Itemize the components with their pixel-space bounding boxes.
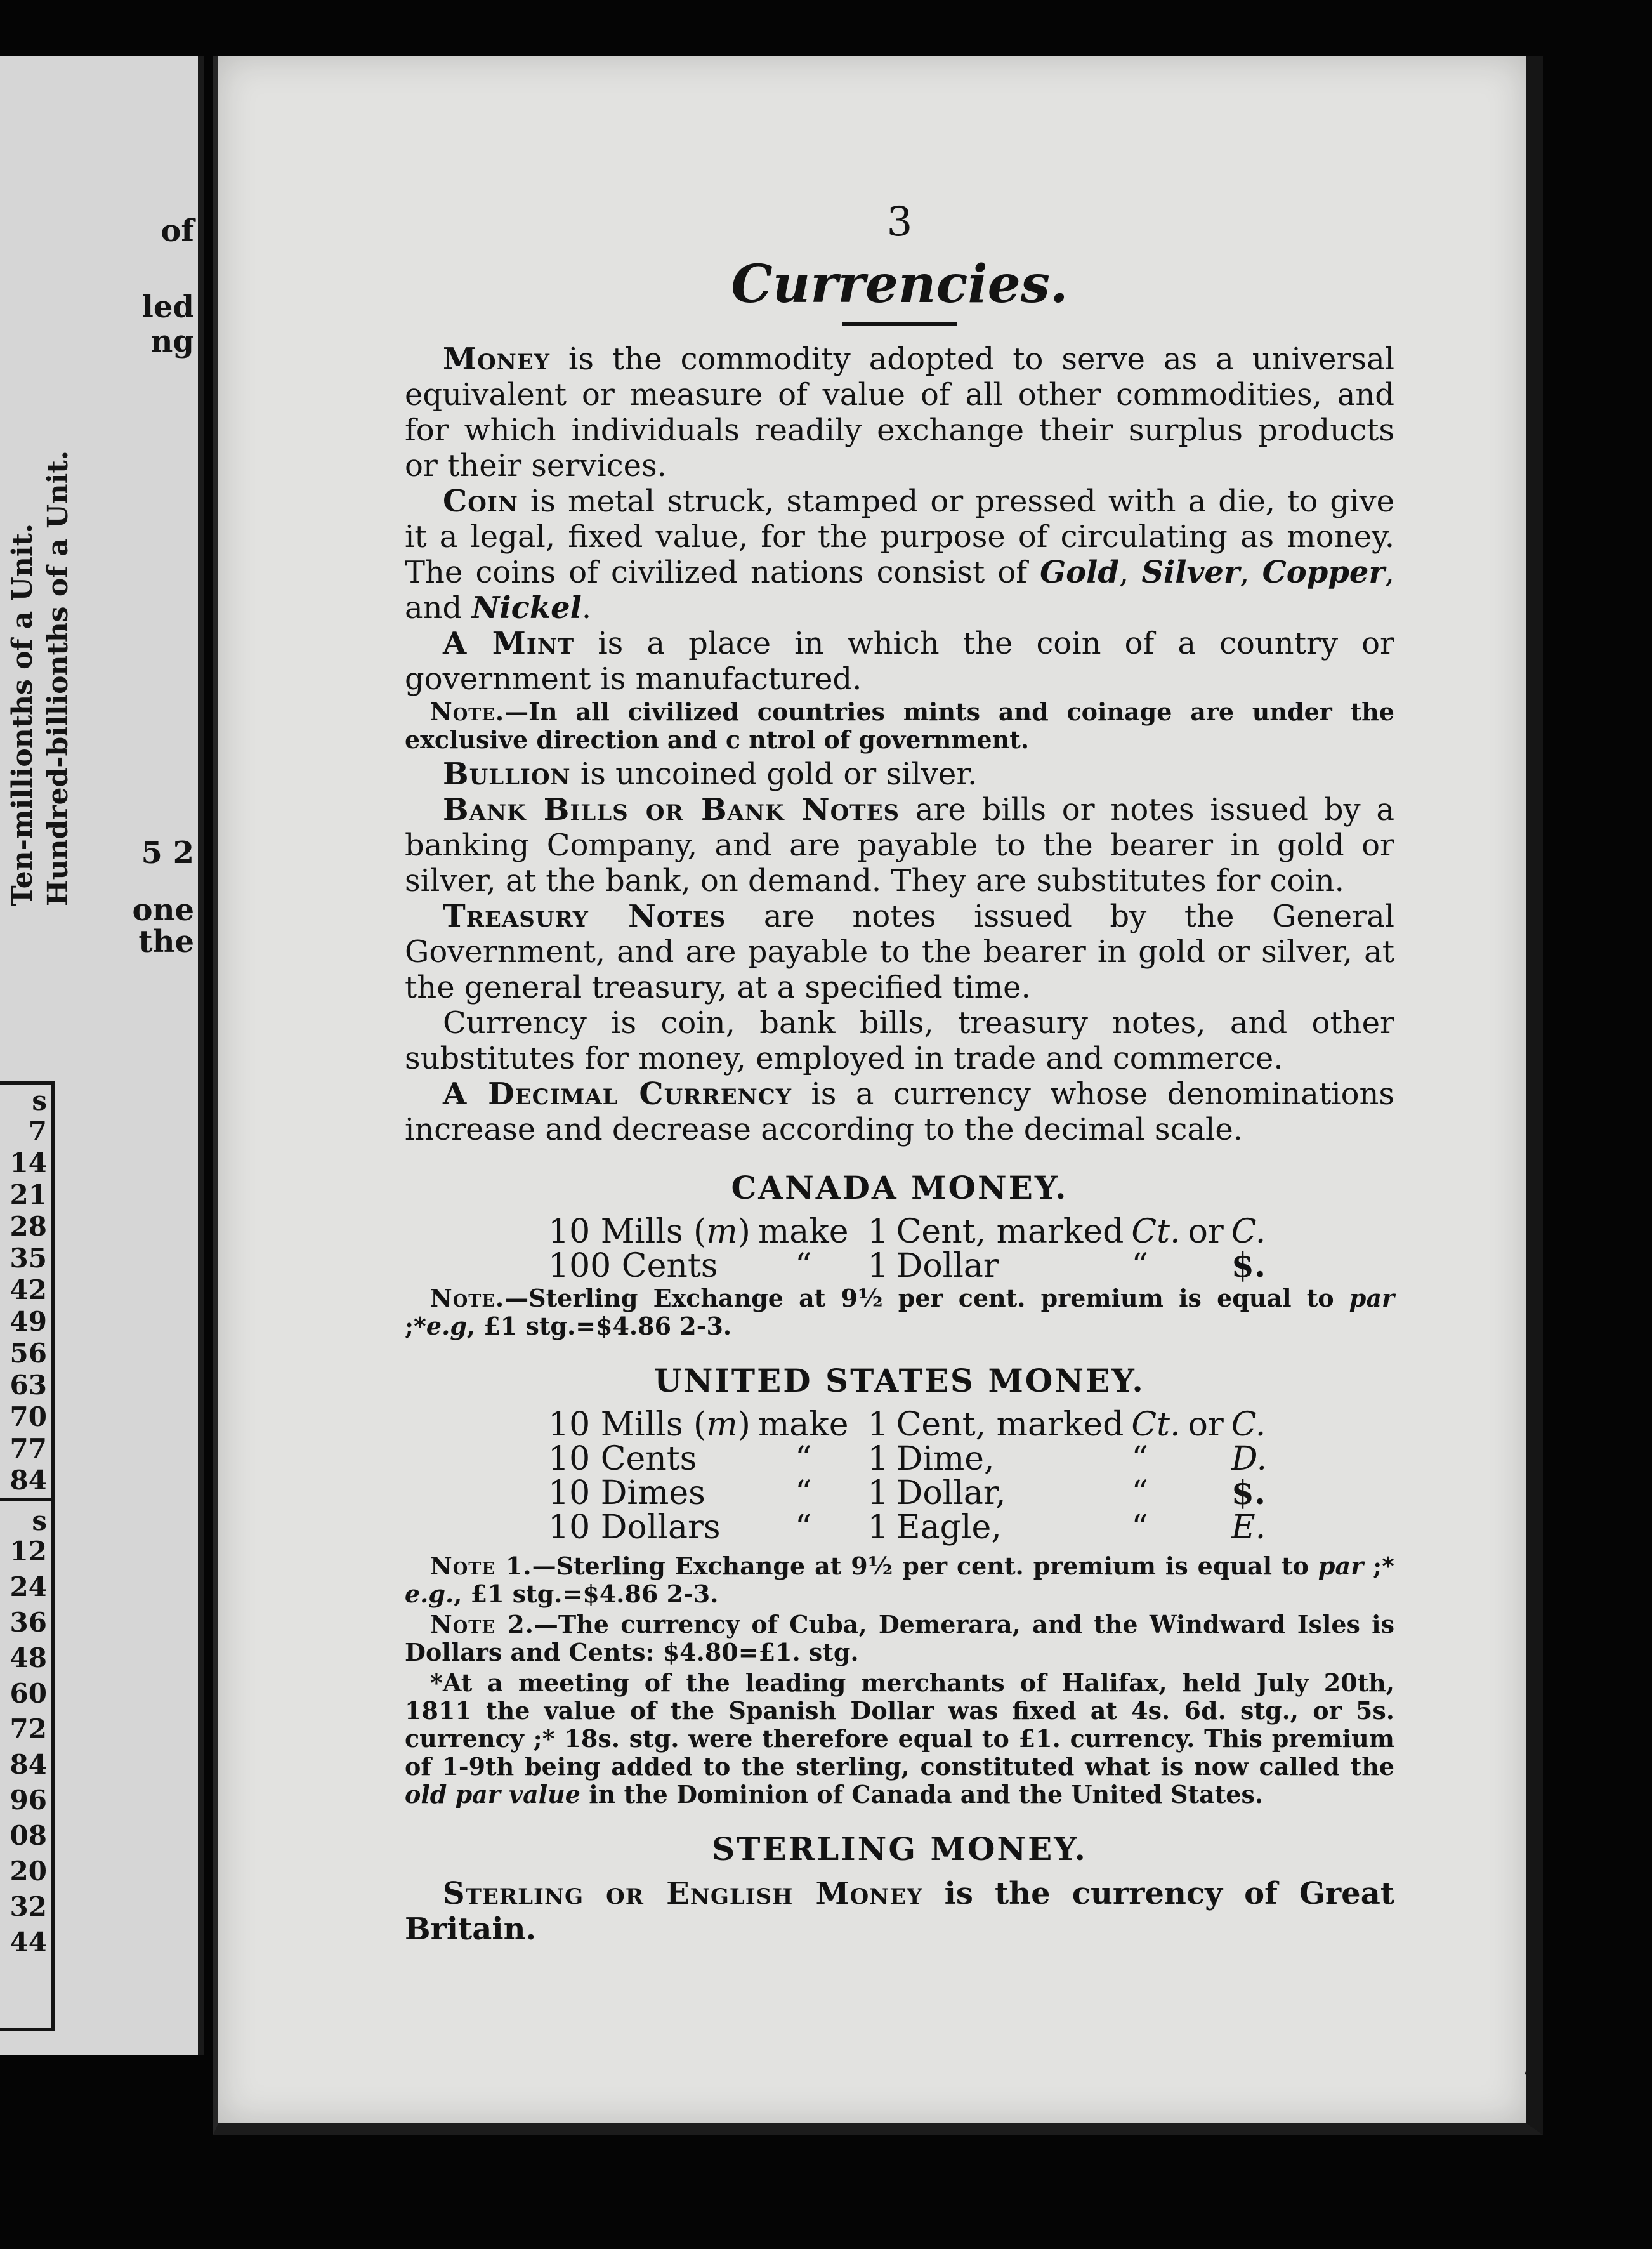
ditto-mark: “ [794,1440,812,1478]
definition-sterling: is the currency of Great Britain. [405,1876,1394,1947]
canada-money-table [548,1215,1273,1283]
table-cell: 20 [10,1856,47,1887]
book-page [213,56,1543,2135]
term-money: Money [443,341,551,377]
ditto-mark: “ [794,1474,812,1512]
heading-united-states-money: UNITED STATES MONEY. [654,1362,1145,1399]
us-money-table [548,1408,1275,1545]
table-cell: 96 [10,1784,47,1816]
table-cell: 84 [10,1465,47,1496]
one: 1 [867,1474,889,1512]
footnote-halifax [405,1669,1394,1809]
definition-decimal-currency: is a currency whose denominations increase and decrease according to the decimal scale. [405,1076,1395,1147]
paragraph-coin [405,484,1394,626]
ditto-mark: “ [794,1508,812,1547]
one: 1 [867,1406,889,1444]
definition-mint: is a place in which the coin of a country or government is manufactured. [405,626,1395,697]
paragraph-treasury-notes [405,899,1394,1005]
note-canada [405,1284,1394,1340]
quantity-text: 100 Cents [548,1247,718,1285]
table-cell: 63 [10,1369,47,1401]
footnote-text: in the Dominion of Canada and the United States. [580,1780,1264,1809]
ditto-mark: “ [1131,1440,1148,1478]
table-cell: 48 [10,1642,47,1673]
rotated-label: Ten-millionths of a Unit. [6,523,39,906]
definition-money: is the commodity adopted to serve as a universal equivalent or measure of value of all other commodities, and for which individuals readily exchange their surplus products or their services. [405,341,1394,484]
table-cell: 14 [10,1147,47,1178]
paragraph-mint [405,626,1394,697]
quantity-text: 10 Mills ( [548,1213,707,1251]
or [1188,1442,1231,1476]
one: 1 [867,1508,889,1547]
metal-copper: Copper [1262,555,1385,590]
ditto-mark: “ [1131,1508,1148,1547]
metal-gold: Gold [1040,555,1119,590]
heading-canada-money: CANADA MONEY. [731,1169,1068,1206]
paragraph-bullion [405,756,1394,792]
verb: make [757,1406,849,1444]
symbol-alt: D. [1231,1440,1268,1478]
target-unit: Cent, marked [896,1406,1124,1444]
note-eg: e.g [426,1312,467,1340]
article: A [443,1076,488,1112]
note-par: par [1349,1284,1394,1312]
unit-symbol: m [706,1213,738,1251]
table-header: s [32,1085,47,1116]
target-unit: Dime, [896,1440,995,1478]
metal-silver: Silver [1141,555,1240,590]
table-cell: 72 [10,1713,47,1744]
scan-speck [1525,2070,1533,2076]
or [1188,1249,1231,1283]
table-cell: 36 [10,1607,47,1638]
unit-symbol: m [706,1406,738,1444]
target-unit: Eagle, [896,1508,1002,1547]
left-page-line: one [132,892,194,928]
table-row [548,1476,1275,1510]
definition-bank-notes: are bills or notes issued by a banking Company, and are payable to the bearer in gold or silver, at the bank, on demand. They are substitutes for coin. [405,792,1394,899]
target-unit: Dollar [896,1247,999,1285]
left-page-line: the [138,924,194,960]
term-coin: Coin [443,484,518,519]
or: or [1188,1213,1224,1251]
note-par: par [1318,1552,1364,1580]
verb: make [757,1213,849,1251]
quantity-end: ) [737,1213,751,1251]
rotated-label: Hundred-billionths of a Unit. [42,450,74,906]
table-row [548,1408,1275,1442]
term-sterling: Sterling or English Money [443,1876,923,1911]
quantity [548,1249,758,1283]
table-cell: 12 [10,1536,47,1567]
quantity [548,1215,758,1249]
note-label: Note 1. [430,1552,532,1580]
left-page-line: of [161,213,194,249]
quantity [548,1408,758,1442]
table-cell: 28 [10,1211,47,1242]
definition-treasury-notes: are notes issued by the General Government, and are payable to the bearer in gold or silver, at the general treasury, at a specified time. [405,899,1394,1005]
quantity: 10 Dollars [548,1508,721,1547]
footnote-old-par: old par value [405,1780,580,1809]
note-text: ;* [1363,1552,1394,1580]
definition-bullion: is uncoined gold or silver. [570,756,978,792]
term-mint: A Mint [443,626,575,661]
table-divider [0,1498,51,1501]
table-cell: 7 [28,1116,47,1147]
target-unit: Cent, marked [896,1213,1124,1251]
table-cell: 44 [10,1927,47,1958]
ditto-mark: “ [1131,1474,1148,1512]
symbol-alt: $. [1231,1246,1266,1285]
rotated-column-labels [5,450,94,906]
table-cell: 70 [10,1401,47,1432]
note-text: —The currency of Cuba, Demerara, and the Windward Isles is Dollars and Cents: $4.80=£1. stg. [405,1610,1394,1666]
title-rule [842,322,957,326]
note-eg: e.g. [405,1580,454,1608]
or: or [1188,1406,1224,1444]
quantity-text: 10 Mills ( [548,1406,707,1444]
table-cell: 56 [10,1338,47,1369]
table-cell: 32 [10,1891,47,1922]
separator: , [1118,555,1142,590]
left-page-line: ng [150,324,194,359]
one: 1 [867,1247,889,1285]
note-label: Note. [430,697,505,726]
term-bank-notes: Bank Bills or Bank Notes [443,792,900,828]
note-us-2 [405,1611,1394,1666]
term-bullion: Bullion [443,756,571,792]
term-decimal-currency: Decimal Currency [488,1076,792,1112]
symbol-alt: C. [1231,1406,1266,1444]
ditto-mark: “ [794,1247,812,1285]
left-page-side-number: 5 2 [141,835,194,871]
table-row [548,1442,1275,1476]
ditto-mark: “ [1131,1247,1148,1285]
paragraph-bank-notes [405,792,1394,899]
left-page-line: led [141,289,194,325]
table-row [548,1510,1275,1545]
table-row [548,1215,1273,1249]
heading-sterling-money: STERLING MONEY. [712,1830,1087,1868]
definition-coin: is metal struck, stamped or pressed with a die, to give it a legal, fixed value, for the purpose of circulating as money. The coins of civilized nations consist of [405,484,1394,590]
symbol: Ct. [1131,1213,1181,1251]
table-row [548,1249,1273,1283]
table-cell: 49 [10,1306,47,1337]
note-mint [405,698,1394,754]
note-label: Note 2. [430,1610,534,1639]
paragraph-currency: Currency is coin, bank bills, treasury notes, and other substitutes for money, employed in trade and commerce. [405,1005,1394,1076]
quantity: 10 Cents [548,1440,697,1478]
separator: , [1240,555,1262,590]
symbol-alt: E. [1231,1508,1266,1547]
table-cell: 42 [10,1274,47,1305]
note-text: —In all civilized countries mints and coinage are under the exclusive direction and c ntrol of government. [405,697,1394,754]
symbol: Ct. [1131,1406,1181,1444]
note-text: , £1 stg.=$4.86 2-3. [454,1580,719,1608]
note-text: —Sterling Exchange at 9½ per cent. premium is equal to [532,1552,1318,1580]
or [1188,1510,1231,1545]
symbol-alt: $. [1231,1474,1266,1512]
one: 1 [867,1213,889,1251]
note-label: Note. [430,1284,505,1312]
table-cell: 24 [10,1571,47,1602]
table-cell: 60 [10,1678,47,1709]
target-unit: Dollar, [896,1474,1006,1512]
quantity: 10 Dimes [548,1474,705,1512]
table-cell: 08 [10,1820,47,1851]
quantity-end: ) [737,1406,751,1444]
paragraph-money [405,341,1394,484]
footnote-text: *At a meeting of the leading merchants of Halifax, held July 20th, 1811 the value of the Spanish Dollar was fixed at 4s. 6d. stg., or 5s. currency ;* 18s. stg. were therefore equal to £1. currency. This premium of 1-9th being added to the sterling, constituted what is now called the [405,1668,1394,1781]
paragraph-decimal-currency [405,1076,1394,1147]
page-number: 3 [886,199,913,246]
note-us-1 [405,1552,1394,1608]
paragraph-sterling [405,1876,1394,1947]
or [1188,1476,1231,1510]
page-text-block [405,197,1394,1947]
note-text: —Sterling Exchange at 9½ per cent. premium is equal to [504,1284,1349,1312]
table-cell: 84 [10,1749,47,1780]
one: 1 [867,1440,889,1478]
table-cell: 77 [10,1433,47,1464]
table-cell: 35 [10,1243,47,1274]
term-treasury-notes: Treasury Notes [443,899,726,934]
multiplication-table-fragment [0,1081,55,2031]
table-cell: 21 [10,1179,47,1210]
page-title: Currencies. [731,254,1068,315]
separator: , and [405,555,1395,626]
metal-nickel: Nickel [471,590,582,626]
previous-page-fragment [0,56,204,2055]
symbol-alt: C. [1231,1213,1266,1251]
separator: . [581,590,592,626]
table-header: s [32,1505,47,1536]
note-text: , £1 stg.=$4.86 2-3. [466,1312,732,1340]
note-text: ;* [405,1312,426,1340]
